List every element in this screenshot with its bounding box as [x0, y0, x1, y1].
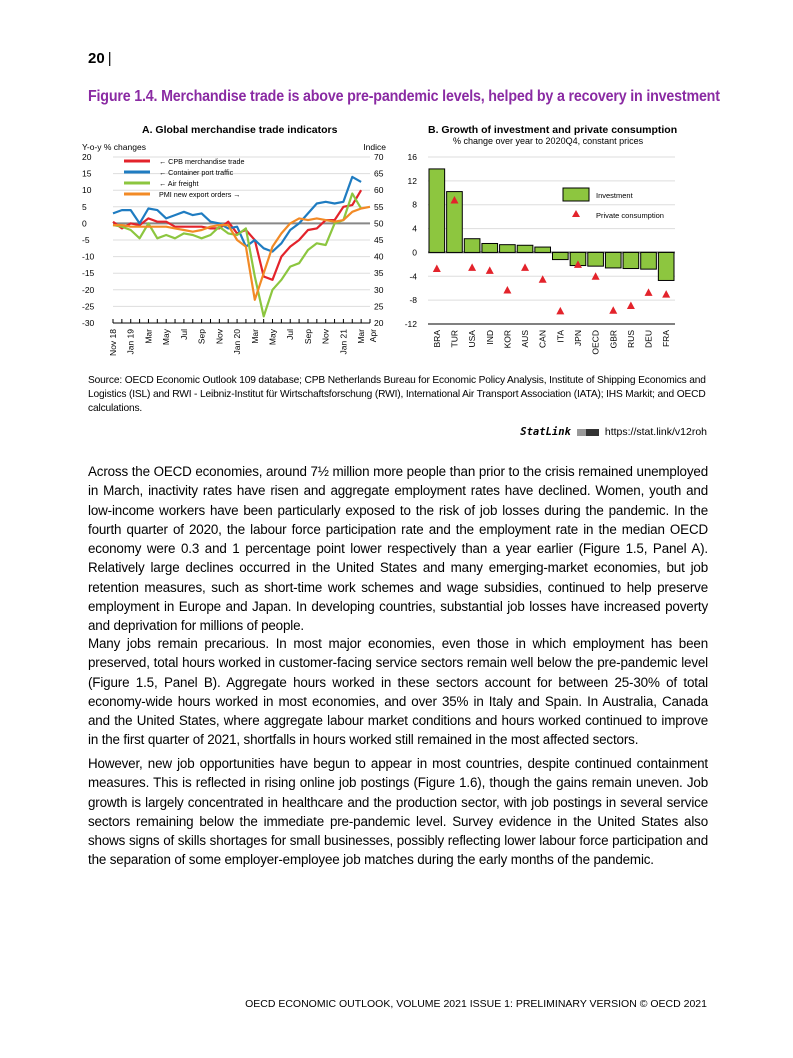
- svg-text:35: 35: [374, 268, 384, 279]
- panel-a-title: A. Global merchandise trade indicators: [142, 124, 338, 136]
- svg-text:May: May: [161, 329, 172, 346]
- panel-b-bar-chart: [395, 145, 705, 360]
- svg-text:-20: -20: [82, 284, 95, 295]
- svg-text:CAN: CAN: [537, 330, 548, 348]
- svg-text:OECD: OECD: [590, 330, 601, 355]
- svg-text:Nov 18: Nov 18: [108, 329, 118, 356]
- statlink-label: StatLink: [520, 426, 571, 438]
- panel-b-subtitle: % change over year to 2020Q4, constant prices: [453, 136, 644, 146]
- svg-text:Jan 19: Jan 19: [125, 329, 136, 355]
- svg-text:← Container port traffic: ← Container port traffic: [159, 168, 234, 177]
- statlink-logo-icon: [577, 429, 599, 436]
- svg-text:4: 4: [412, 223, 417, 234]
- svg-text:15: 15: [82, 168, 92, 179]
- svg-text:-5: -5: [82, 235, 90, 245]
- svg-text:-30: -30: [82, 318, 95, 328]
- svg-text:Mar: Mar: [249, 329, 260, 344]
- svg-text:70: 70: [374, 152, 384, 162]
- svg-text:0: 0: [82, 218, 87, 229]
- svg-text:AUS: AUS: [520, 330, 531, 348]
- svg-text:TUR: TUR: [449, 330, 460, 348]
- svg-text:Nov: Nov: [320, 329, 331, 345]
- svg-text:Nov: Nov: [214, 329, 225, 345]
- svg-text:-10: -10: [82, 251, 95, 262]
- page-footer: OECD ECONOMIC OUTLOOK, VOLUME 2021 ISSUE 1: PRELIMINARY VERSION © OECD 2021: [245, 998, 707, 1010]
- svg-text:Private consumption: Private consumption: [596, 211, 664, 220]
- svg-text:40: 40: [374, 251, 384, 262]
- svg-text:-25: -25: [82, 301, 95, 312]
- svg-text:30: 30: [374, 284, 384, 295]
- svg-text:50: 50: [374, 218, 384, 229]
- svg-text:-8: -8: [409, 295, 417, 306]
- svg-text:RUS: RUS: [625, 330, 636, 348]
- svg-text:5: 5: [82, 201, 87, 212]
- svg-text:Sep: Sep: [302, 329, 313, 345]
- panel-b-title: B. Growth of investment and private consumption: [428, 124, 678, 136]
- svg-text:PMI new export orders →: PMI new export orders →: [159, 190, 241, 199]
- page-number: 20 |: [88, 50, 112, 67]
- svg-text:Mar: Mar: [143, 329, 154, 344]
- svg-text:55: 55: [374, 201, 384, 212]
- svg-text:Apr: Apr: [368, 329, 378, 343]
- paragraph-3: However, new job opportunities have begun to appear in most countries, despite continued containment measures. This is reflected in rising online job postings (Figure 1.6), though the gains remain uneven. Job growth is largely concentrated in healthcare and the production sector, with job postings in several service sectors remaining below the immediate pre-pandemic level. Survey evidence in the United States also shows signs of skills shortages for small businesses, possibly reflecting lower labour force participation and the separation of some employer-employee job matches during the early months of the pandemic.: [88, 756, 708, 868]
- svg-text:25: 25: [374, 301, 384, 312]
- svg-text:8: 8: [412, 199, 417, 210]
- svg-text:← Air freight: ← Air freight: [159, 179, 199, 188]
- svg-text:BRA: BRA: [431, 330, 442, 348]
- svg-text:10: 10: [82, 185, 92, 196]
- svg-text:-12: -12: [404, 319, 417, 329]
- svg-text:Indice: Indice: [363, 142, 386, 152]
- paragraph-1: Across the OECD economies, around 7½ million more people than prior to the crisis remained unemployed in March, inactivity rates have risen and aggregate employment rates have declined. Women, youth and low-income workers have been particularly exposed to the risk of job losses during the pandemic. In the fourth quarter of 2020, the labour force participation rate and the employment rate in the median OECD economy were 0.3 and 1 percentage point lower respectively than a year earlier (Figure 1.5, Panel A). Relatively large declines occurred in the United States and many emerging-market economies, but job retention measures, such as short-time work schemes and wage subsidies, continued to help preserve employment in Europe and Japan. In developing countries, substantial job losses have increased poverty and deprivation for millions of people.: [88, 464, 708, 634]
- svg-text:FRA: FRA: [661, 330, 672, 347]
- svg-text:16: 16: [407, 152, 417, 162]
- svg-text:Jan 20: Jan 20: [232, 329, 243, 355]
- svg-text:Jan 21: Jan 21: [338, 329, 349, 355]
- svg-text:May: May: [267, 329, 278, 346]
- svg-text:ITA: ITA: [555, 330, 566, 343]
- statlink[interactable]: [520, 426, 707, 438]
- svg-text:60: 60: [374, 185, 384, 196]
- svg-text:0: 0: [412, 247, 417, 258]
- svg-text:Mar: Mar: [356, 329, 367, 344]
- svg-text:JPN: JPN: [572, 330, 583, 347]
- svg-text:KOR: KOR: [502, 330, 513, 349]
- panel-a-line-chart: [80, 138, 390, 368]
- svg-text:-4: -4: [409, 271, 417, 282]
- svg-text:45: 45: [374, 235, 384, 245]
- svg-text:Investment: Investment: [596, 191, 633, 200]
- svg-text:65: 65: [374, 168, 384, 179]
- svg-text:GBR: GBR: [608, 330, 619, 349]
- svg-text:20: 20: [82, 152, 92, 162]
- figure-title: Figure 1.4. Merchandise trade is above pre-pandemic levels, helped by a recovery in investment: [88, 88, 720, 105]
- statlink-url[interactable]: https://stat.link/v12roh: [604, 426, 707, 438]
- svg-text:Jul: Jul: [178, 329, 189, 340]
- svg-text:IND: IND: [484, 330, 495, 345]
- svg-text:DEU: DEU: [643, 330, 654, 348]
- svg-text:Sep: Sep: [196, 329, 207, 345]
- svg-text:-15: -15: [82, 268, 95, 279]
- svg-text:Jul: Jul: [285, 329, 296, 340]
- source-note: Source: OECD Economic Outlook 109 database; CPB Netherlands Bureau for Economic Policy Analysis, Institute of Shipping Economics and Logistics (ISL) and RWI - Leibniz-Institut für Wirtschaftsforschung (RWI), International Air Transport Association (IATA); IHS Markit; and OECD calculations.: [88, 375, 706, 414]
- svg-text:← CPB merchandise trade: ← CPB merchandise trade: [159, 157, 245, 166]
- svg-text:12: 12: [407, 175, 417, 186]
- svg-text:USA: USA: [467, 330, 478, 348]
- paragraph-2: Many jobs remain precarious. In most major economies, even those in which employment has been preserved, total hours worked in customer-facing service sectors remain well below the pre-pandemic level (Figure 1.5, Panel B). Aggregate hours worked in these sectors account for between 25-30% of total economy-wide hours worked in most economies, and over 35% in Italy and Spain. In Australia, Canada and the United States, where aggregate labour market conditions and hours worked continued to improve in the first quarter of 2021, shortfalls in hours worked still remained in the most affected sectors.: [88, 636, 708, 748]
- svg-text:Y-o-y % changes: Y-o-y % changes: [82, 142, 146, 152]
- svg-text:20: 20: [374, 318, 384, 328]
